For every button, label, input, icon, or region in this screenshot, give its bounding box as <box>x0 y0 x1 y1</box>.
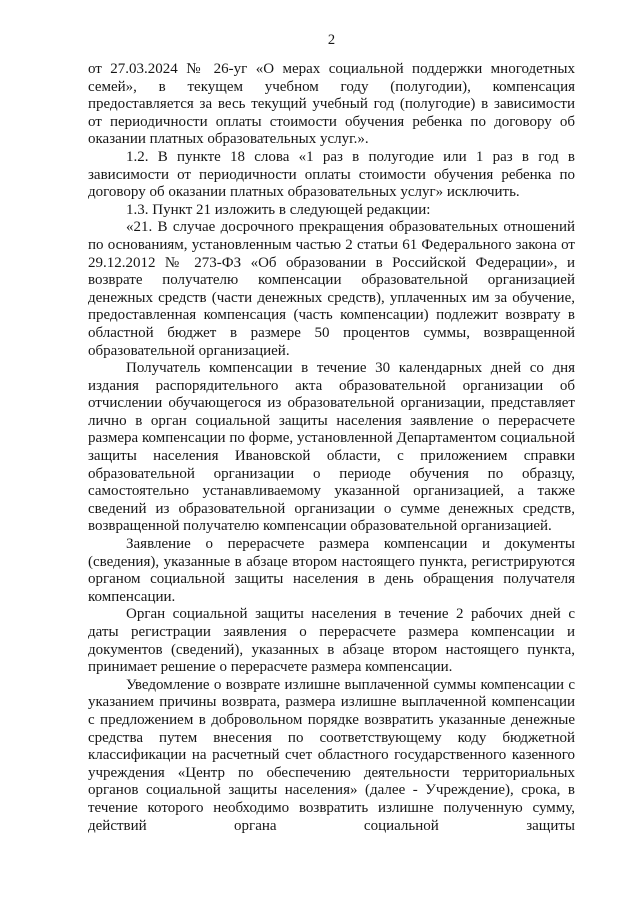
paragraph: 1.2. В пункте 18 слова «1 раз в полугодие или 1 раз в год в зависимости от периодичности оплаты стоимости обучения ребенка по договору об оказании платных образовательных услуг» исключить. <box>88 148 575 201</box>
paragraph: Уведомление о возврате излишне выплаченной суммы компенсации с указанием причины возврата, размера излишне выплаченной компенсации с предложением в добровольном порядке возвратить указанные денежные средства путем внесения по соответствующему коду бюджетной классификации на расчетный счет областного государственного казенного учреждения «Центр по обеспечению деятельности территориальных органов социальной защиты населения» (далее - Учреждение), срока, в течение которого необходимо возвратить излишне полученную сумму, действий органа социальной защиты <box>88 676 575 834</box>
paragraph: «21. В случае досрочного прекращения образовательных отношений по основаниям, установленным частью 2 статьи 61 Федерального закона от 29.12.2012 № 273-ФЗ «Об образовании в Российской Федерации», и возврате получателю компенсации образовательной организацией денежных средств (части денежных средств), уплаченных им за обучение, предоставленная компенсация (часть компенсации) подлежит возврату в областной бюджет в размере 50 процентов суммы, возвращенной образовательной организацией. <box>88 219 575 359</box>
paragraph: от 27.03.2024 № 26-уг «О мерах социальной поддержки многодетных семей», в текущем учебном году (полугодии), компенсация предоставляется за весь текущий учебный год (полугодие) в зависимости от периодичности оплаты стоимости обучения ребенка по договору об оказании платных образовательных услуг.». <box>88 61 575 148</box>
paragraph: Орган социальной защиты населения в течение 2 рабочих дней с даты регистрации заявления о перерасчете размера компенсации и документов (сведений), указанных в абзаце втором настоящего пункта, принимает решение о перерасчете размера компенсации. <box>88 606 575 676</box>
page-number: 2 <box>327 32 336 48</box>
document-body <box>88 61 575 835</box>
paragraph: Заявление о перерасчете размера компенсации и документы (сведения), указанные в абзаце втором настоящего пункта, регистрируются органом социальной защиты населения в день обращения получателя компенсации. <box>88 536 575 605</box>
paragraph: Получатель компенсации в течение 30 календарных дней со дня издания распорядительного акта образовательной организации об отчислении обучающегося из образовательной организации, представляет лично в орган социальной защиты населения заявление о перерасчете размера компенсации по форме, установленной Департаментом социальной защиты населения Ивановской области, с приложением справки образовательной организации о периоде обучения по образцу, самостоятельно устанавливаемому указанной организацией, а также сведений из образовательной организации о сумме денежных средств, возвращенной получателю компенсации образовательной организацией. <box>88 360 575 535</box>
paragraph: 1.3. Пункт 21 изложить в следующей редакции: <box>126 201 431 218</box>
